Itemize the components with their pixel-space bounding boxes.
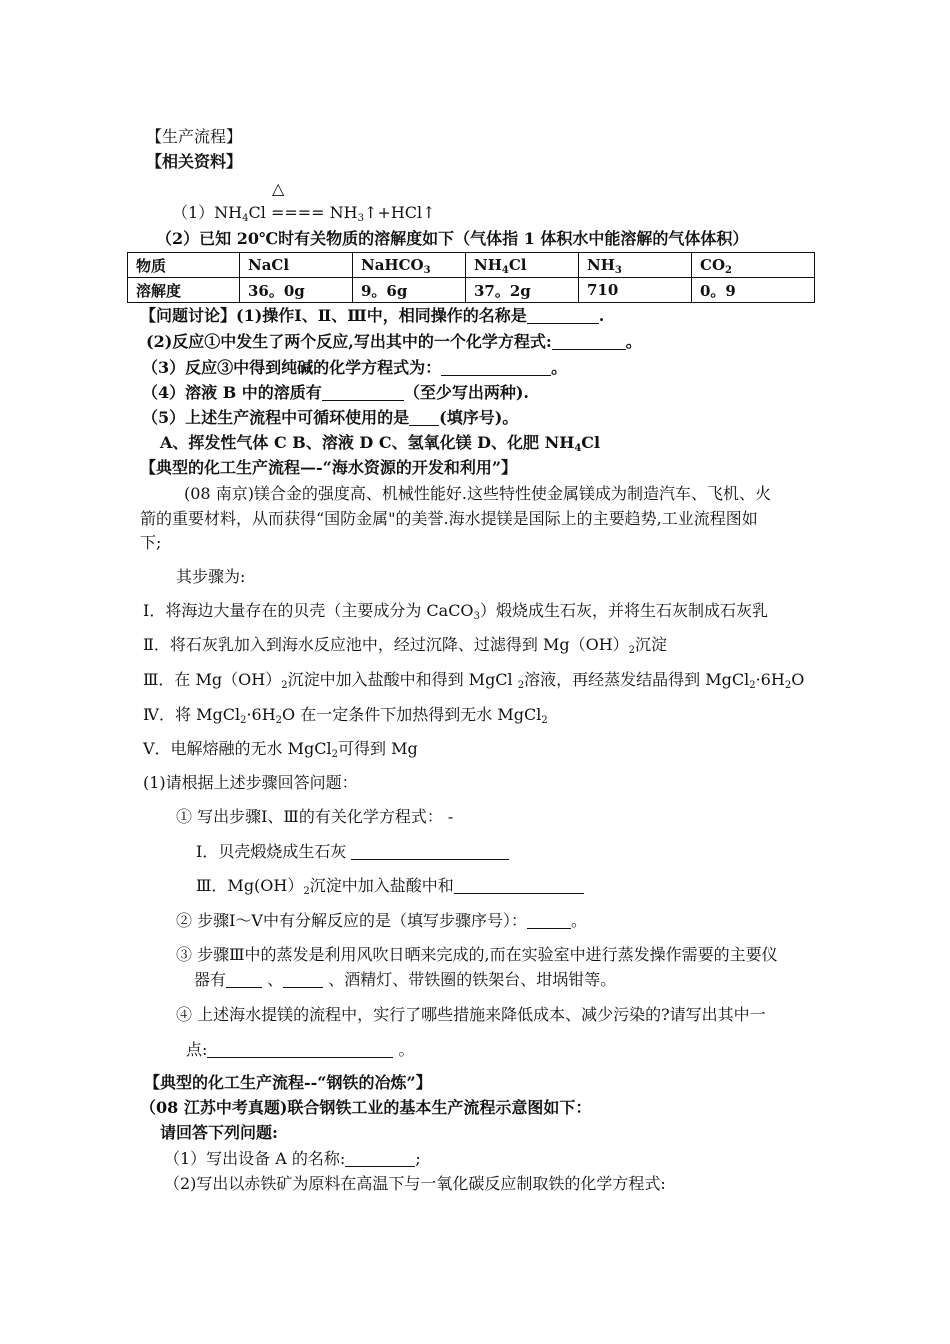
answer-blank[interactable] [207, 1041, 393, 1058]
answer-blank[interactable] [527, 912, 571, 929]
table-cell: NaCl [240, 253, 353, 278]
question-1: 【问题讨论】(1)操作Ⅰ、Ⅱ、Ⅲ中，相同操作的名称是 . [140, 306, 605, 325]
table-cell: 36。0g [240, 278, 353, 303]
question-3: （3）反应③中得到纯碱的化学方程式为： 。 [142, 358, 568, 377]
answer-1: ① 写出步骤Ⅰ、Ⅲ的有关化学方程式： - [176, 807, 454, 826]
solubility-intro: （2）已知 20℃时有关物质的溶解度如下（气体指 1 体积水中能溶解的气体体积） [156, 229, 749, 248]
table-cell: 0。9 [692, 278, 815, 303]
answer-4-line-1: ④ 上述海水提镁的流程中，实行了哪些措施来降低成本、减少污染的?请写出其中一 [176, 1005, 766, 1024]
answer-blank[interactable] [226, 971, 262, 988]
table-cell: NaHCO$_3$ [353, 253, 466, 278]
step-5: V．电解熔融的无水 MgCl$_2$可得到 Mg [143, 739, 418, 760]
question-2: (2)反应①中发生了两个反应,写出其中的一个化学方程式: 。 [146, 332, 642, 351]
question-5-options: A、挥发性气体 C B、溶液 D C、氢氧化镁 D、化肥 $NH_4Cl$ [160, 433, 601, 454]
seawater-intro-line-3: 下; [140, 533, 162, 552]
reference-heading: 【相关资料】 [146, 152, 243, 171]
table-row [128, 278, 815, 303]
answer-2: ② 步骤Ⅰ～Ⅴ中有分解反应的是（填写步骤序号）： 。 [176, 911, 587, 930]
steel-intro: （08 江苏中考真题)联合钢铁工业的基本生产流程示意图如下： [140, 1098, 592, 1117]
seawater-section-title: 【典型的化工生产流程—-“海水资源的开发和利用”】 [140, 458, 518, 477]
answer-blank[interactable] [322, 384, 404, 401]
steps-label: 其步骤为: [176, 567, 246, 586]
step-3: Ⅲ．在 $Mg(OH)_2$沉淀中加入盐酸中和得到 MgCl $_2$溶液，再经蒸发结晶得到 $MgCl_2\cdot 6H_2O$ [143, 670, 805, 691]
equation-1: $(1)NH_4Cl$ ==== $NH_3↑+HCl↑$ [172, 203, 436, 224]
steel-question-1: （1）写出设备 A 的名称: ; [164, 1149, 421, 1168]
answer-4-line-2: 点: 。 [186, 1040, 415, 1059]
table-row [128, 253, 815, 278]
heat-triangle-symbol: △ [272, 179, 285, 198]
question-5: （5）上述生产流程中可循环使用的是 (填序号)。 [142, 408, 519, 427]
answer-blank[interactable] [454, 877, 584, 894]
steel-section-title: 【典型的化工生产流程--“钢铁的冶炼”】 [144, 1073, 432, 1092]
table-cell: $CO_2$ [692, 253, 815, 278]
table-cell: 溶解度 [128, 278, 240, 303]
answer-blank[interactable] [283, 971, 323, 988]
solubility-table [127, 252, 815, 303]
table-cell: 710 [579, 278, 692, 303]
table-cell: 物质 [128, 253, 240, 278]
steel-question-2: （2)写出以赤铁矿为原料在高温下与一氧化碳反应制取铁的化学方程式: [164, 1174, 666, 1193]
table-cell: $NH_3$ [579, 253, 692, 278]
answer-blank[interactable] [345, 1150, 415, 1167]
answer-3-line-1: ③ 步骤Ⅲ中的蒸发是利用风吹日晒来完成的,而在实验室中进行蒸发操作需要的主要仪 [176, 945, 778, 964]
production-flow-heading: 【生产流程】 [146, 127, 243, 146]
answer-1-iii: Ⅲ．$Mg(OH)_2$沉淀中加入盐酸中和 [196, 875, 584, 897]
answer-blank[interactable] [527, 307, 599, 324]
steel-please-answer: 请回答下列问题: [160, 1123, 278, 1142]
answer-blank[interactable] [552, 333, 626, 350]
question-4: （4）溶液 B 中的溶质有 （至少写出两种). [142, 383, 529, 402]
answer-blank[interactable] [351, 843, 509, 860]
seawater-intro-line-1: (08 南京)镁合金的强度高、机械性能好.这些特性使金属镁成为制造汽车、飞机、火 [184, 484, 772, 503]
answer-blank[interactable] [409, 409, 439, 426]
table-cell: 37。2g [466, 278, 579, 303]
step-2: Ⅱ．将石灰乳加入到海水反应池中，经过沉降、过滤得到 $Mg(OH)_2$沉淀 [143, 635, 668, 656]
ask-heading: (1)请根据上述步骤回答问题： [143, 773, 358, 792]
table-cell: $NH_4Cl$ [466, 253, 579, 278]
answer-3-line-2: 器有 、 、酒精灯、带铁圈的铁架台、坩埚钳等。 [194, 970, 617, 989]
answer-blank[interactable] [441, 359, 551, 376]
step-1: I．将海边大量存在的贝壳（主要成分为 CaCO$_3$）煅烧成生石灰，并将生石灰制成石灰乳 [143, 601, 768, 622]
seawater-intro-line-2: 箭的重要材料，从而获得“国防金属"的美誉.海水提镁是国际上的主要趋势,工业流程图如 [140, 509, 758, 528]
answer-1-i: I．贝壳煅烧成生石灰 [196, 841, 509, 863]
table-cell: 9。6g [353, 278, 466, 303]
step-4: Ⅳ．将 $MgCl_2\cdot 6H_2O$ 在一定条件下加热得到无水 MgCl$_2$ [143, 705, 548, 726]
